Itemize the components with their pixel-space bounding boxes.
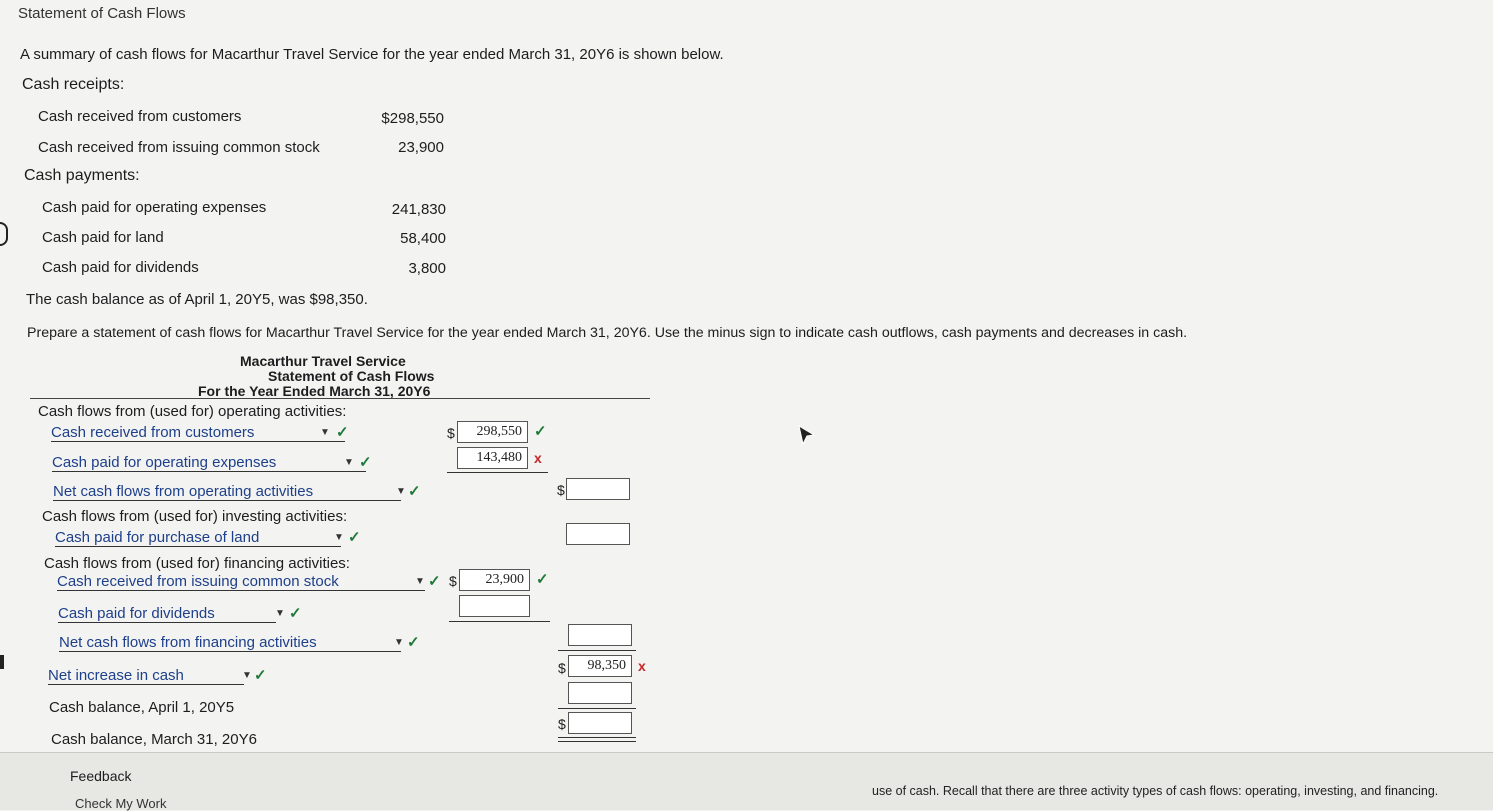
subtotal-rule xyxy=(449,621,550,622)
x-icon: x xyxy=(534,450,542,466)
chevron-down-icon[interactable]: ▼ xyxy=(334,532,344,543)
feedback-label: Feedback xyxy=(70,768,132,784)
x-icon: x xyxy=(638,658,646,674)
net-increase-input[interactable]: 98,350 xyxy=(568,655,632,677)
op-net-input[interactable] xyxy=(566,478,630,500)
chevron-down-icon[interactable]: ▼ xyxy=(415,576,425,587)
fin-input-2[interactable] xyxy=(459,595,530,617)
feedback-hint: use of cash. Recall that there are three activity types of cash flows: operating, investing, and financing. xyxy=(872,784,1439,798)
check-my-work-link[interactable]: Check My Work xyxy=(75,796,167,811)
op-input-1[interactable]: 298,550 xyxy=(457,421,528,443)
left-edge-mark xyxy=(0,655,4,669)
check-icon: ✓ xyxy=(348,529,361,546)
check-icon: ✓ xyxy=(336,424,349,441)
op-select-1[interactable]: Cash received from customers xyxy=(51,424,345,442)
mouse-pointer-icon xyxy=(796,424,818,448)
balance-end-label: Cash balance, March 31, 20Y6 xyxy=(51,731,257,748)
balance-note: The cash balance as of April 1, 20Y5, was $98,350. xyxy=(26,291,368,308)
dollar-sign: $ xyxy=(447,425,455,441)
instructions-text: Prepare a statement of cash flows for Macarthur Travel Service for the year ended March 31, 20Y6. Use the minus sign to indicate cash outflows, cash payments and decreases in cash. xyxy=(27,325,1188,341)
heading-rule xyxy=(30,398,650,399)
check-icon: ✓ xyxy=(289,605,302,622)
fin-net-input[interactable] xyxy=(568,624,632,646)
chevron-down-icon[interactable]: ▼ xyxy=(344,457,354,468)
payment-value: 58,400 xyxy=(400,230,446,247)
check-icon: ✓ xyxy=(254,667,267,684)
balance-end-input[interactable] xyxy=(568,712,632,734)
receipt-label: Cash received from issuing common stock xyxy=(38,139,320,156)
check-icon: ✓ xyxy=(534,423,547,440)
statement-period: For the Year Ended March 31, 20Y6 xyxy=(198,383,431,399)
payment-label: Cash paid for land xyxy=(42,229,164,246)
check-icon: ✓ xyxy=(407,634,420,651)
statement-title: Statement of Cash Flows xyxy=(268,368,435,384)
op-input-2[interactable]: 143,480 xyxy=(457,447,528,469)
intro-text: A summary of cash flows for Macarthur Travel Service for the year ended March 31, 20Y6 is shown below. xyxy=(20,46,724,63)
fin-select-2[interactable]: Cash paid for dividends xyxy=(58,605,276,623)
fin-select-1[interactable]: Cash received from issuing common stock xyxy=(57,573,425,591)
check-icon: ✓ xyxy=(536,571,549,588)
chevron-down-icon[interactable]: ▼ xyxy=(396,486,406,497)
receipt-label: Cash received from customers xyxy=(38,108,242,125)
payment-label: Cash paid for operating expenses xyxy=(42,199,267,216)
op-net-select[interactable]: Net cash flows from operating activities xyxy=(53,483,401,501)
receipts-heading: Cash receipts: xyxy=(22,76,125,93)
payment-value: 241,830 xyxy=(391,201,446,218)
dollar-sign: $ xyxy=(557,482,565,498)
chevron-down-icon[interactable]: ▼ xyxy=(394,637,404,648)
fin-net-select[interactable]: Net cash flows from financing activities xyxy=(59,634,401,652)
chevron-down-icon[interactable]: ▼ xyxy=(242,670,252,681)
left-edge-bracket xyxy=(0,222,8,246)
net-increase-select[interactable]: Net increase in cash xyxy=(48,667,244,685)
subtotal-rule xyxy=(447,472,548,473)
investing-heading: Cash flows from (used for) investing activities: xyxy=(42,508,348,525)
feedback-panel xyxy=(0,752,1493,810)
check-icon: ✓ xyxy=(408,483,421,500)
payments-heading: Cash payments: xyxy=(24,167,140,184)
total-rule xyxy=(558,741,636,742)
op-select-2[interactable]: Cash paid for operating expenses xyxy=(52,454,366,472)
operating-heading: Cash flows from (used for) operating activities: xyxy=(38,403,347,420)
check-icon: ✓ xyxy=(359,454,372,471)
dollar-sign: $ xyxy=(558,716,566,732)
financing-heading: Cash flows from (used for) financing activities: xyxy=(44,555,350,572)
total-rule xyxy=(558,737,636,738)
dollar-sign: $ xyxy=(449,573,457,589)
receipt-value: $298,550 xyxy=(381,110,444,127)
page-title: Statement of Cash Flows xyxy=(18,5,186,22)
balance-start-label: Cash balance, April 1, 20Y5 xyxy=(49,699,235,716)
receipt-value: 23,900 xyxy=(398,139,444,156)
check-icon: ✓ xyxy=(428,573,441,590)
fin-input-1[interactable]: 23,900 xyxy=(459,569,530,591)
payment-label: Cash paid for dividends xyxy=(42,259,199,276)
subtotal-rule xyxy=(558,708,636,709)
inv-select[interactable]: Cash paid for purchase of land xyxy=(55,529,341,547)
dollar-sign: $ xyxy=(558,660,566,676)
payment-value: 3,800 xyxy=(408,260,446,277)
statement-company: Macarthur Travel Service xyxy=(240,353,406,369)
inv-net-input[interactable] xyxy=(566,523,630,545)
chevron-down-icon[interactable]: ▼ xyxy=(320,427,330,438)
chevron-down-icon[interactable]: ▼ xyxy=(275,608,285,619)
subtotal-rule xyxy=(558,650,636,651)
balance-start-input[interactable] xyxy=(568,682,632,704)
